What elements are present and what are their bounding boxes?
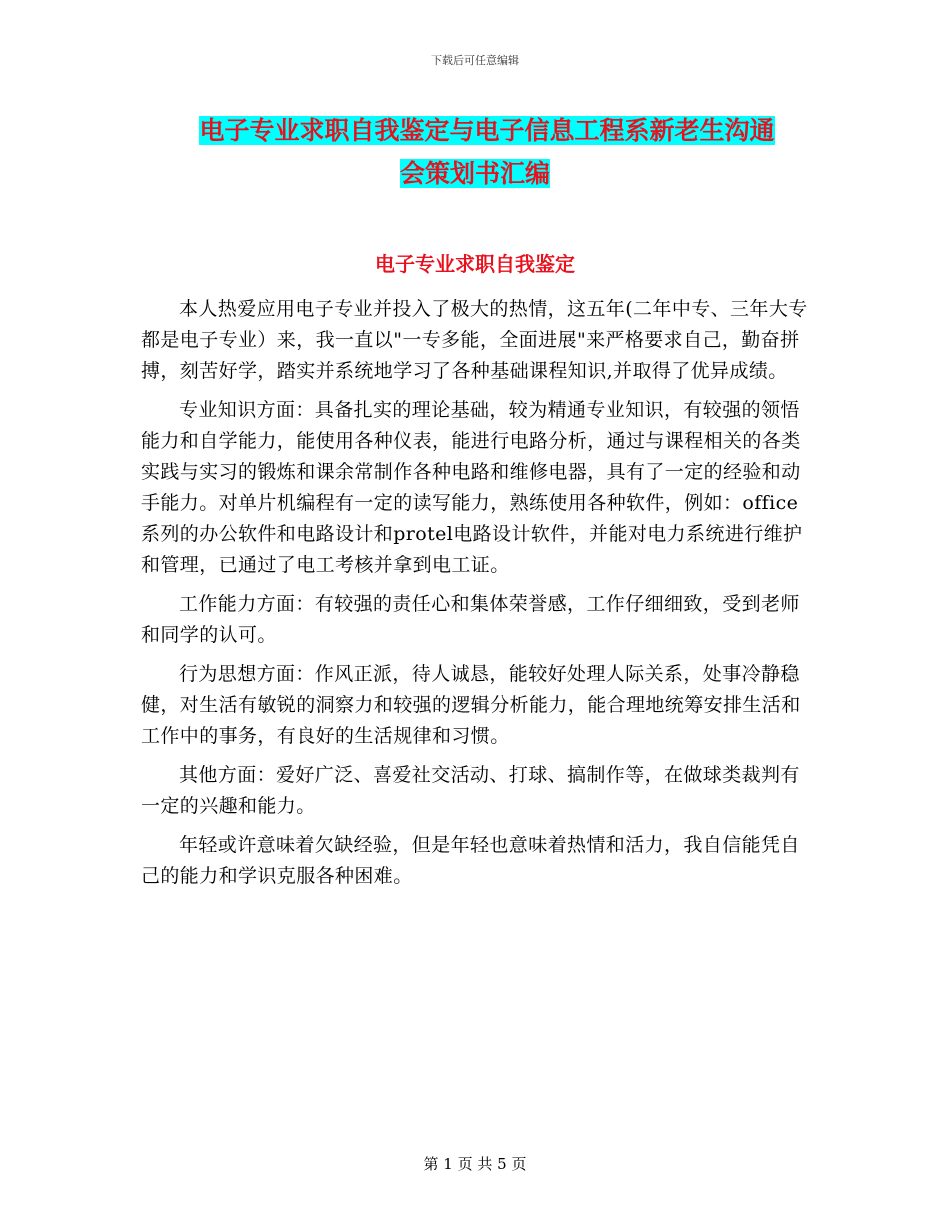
document-title-line-2 [0,157,950,191]
paragraph-other: 其他方面：爱好广泛、喜爱社交活动、打球、搞制作等，在做球类裁判有一定的兴趣和能力。 [141,764,800,817]
paragraph-professional-knowledge: 专业知识方面：具备扎实的理论基础，较为精通专业知识，有较强的领悟能力和自学能力，能使用各种仪表，能进行电路分析，通过与课程相关的各类实践与实习的锻炼和课余常制作各种电路和维修电器，具有了一定的经验和动手能力。对单片机编程有一定的读写能力，熟练使用各种软件，例如：office系列的办公软件和电路设计和protel电路设计软件，并能对电力系统进行维护和管理，已通过了电工考核并拿到电工证。 [141,399,803,576]
paragraph-conclusion: 年轻或许意味着欠缺经验，但是年轻也意味着热情和活力，我自信能凭自己的能力和学识克服各种困难。 [141,834,800,887]
document-title-text-2: 会策划书汇编 [399,159,550,188]
page-number: 第 1 页 共 5 页 [423,1155,527,1173]
document-body [141,294,809,892]
section-heading: 电子专业求职自我鉴定 [375,252,575,276]
document-title-line-1 [0,114,950,148]
paragraph-intro: 本人热爱应用电子专业并投入了极大的热情，这五年(二年中专、三年大专都是电子专业）来，我一直以"一专多能，全面进展"来严格要求自己，勤奋拼搏，刻苦好学，踏实并系统地学习了各种基础课程知识,并取得了优异成绩。 [141,298,808,382]
paragraph-work-ability: 工作能力方面：有较强的责任心和集体荣誉感，工作仔细细致，受到老师和同学的认可。 [141,593,800,646]
document-title-text-1: 电子专业求职自我鉴定与电子信息工程系新老生沟通 [199,116,775,145]
paragraph-conduct: 行为思想方面：作风正派，待人诚恳，能较好处理人际关系，处事冷静稳健，对生活有敏锐的洞察力和较强的逻辑分析能力，能合理地统筹安排生活和工作中的事务，有良好的生活规律和习惯。 [141,663,801,747]
header-note: 下载后可任意编辑 [431,54,519,67]
